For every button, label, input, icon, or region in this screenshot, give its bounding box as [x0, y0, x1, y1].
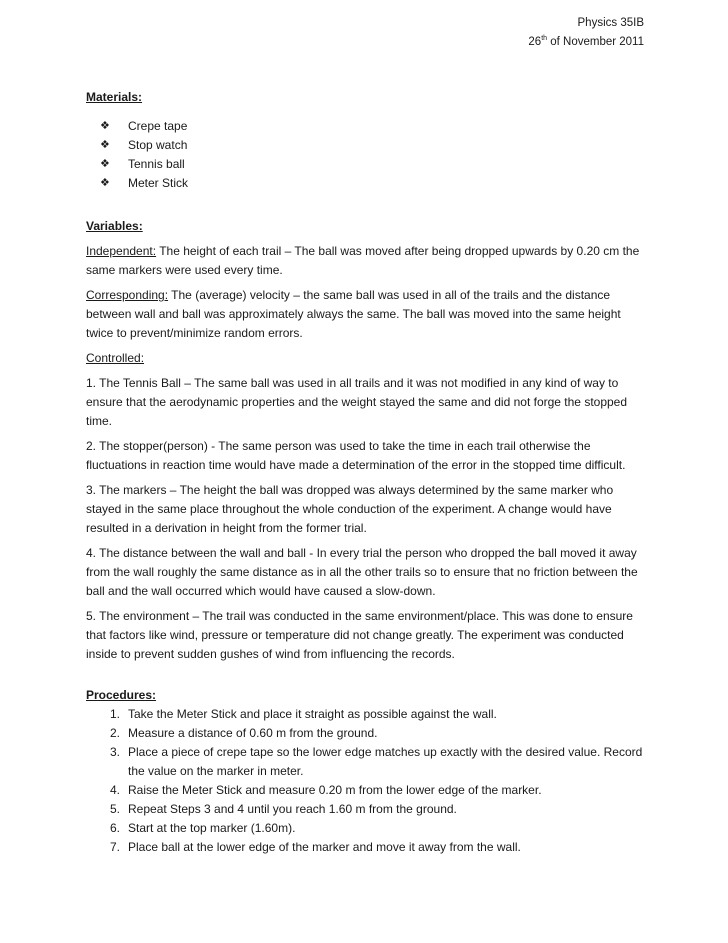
list-item: ❖ Stop watch [100, 136, 646, 155]
list-item: 4. Raise the Meter Stick and measure 0.20 m from the lower edge of the marker. [109, 783, 542, 797]
procedures-list [86, 705, 646, 857]
list-item: ❖ Crepe tape [100, 117, 646, 136]
controlled-item: 1. The Tennis Ball – The same ball was used in all trails and it was not modified in any kind of way to ensure that the aerodynamic properties and the weight stayed the same and did not forge the stopped time. [86, 376, 628, 428]
list-item: 1. Take the Meter Stick and place it straight as possible against the wall. [109, 707, 497, 721]
list-item: 3. Place a piece of crepe tape so the lower edge matches up exactly with the desired value. Record the value on the marker in meter. [109, 745, 643, 778]
list-item: 5. Repeat Steps 3 and 4 until you reach 1.60 m from the ground. [109, 802, 457, 816]
report-date [528, 33, 644, 52]
procedures-heading: Procedures: [86, 688, 157, 702]
list-item: 7. Place ball at the lower edge of the marker and move it away from the wall. [109, 840, 521, 854]
date-rest: of November 2011 [547, 36, 644, 48]
independent-variable: Independent: The height of each trail – The ball was moved after being dropped upwards by 0.20 cm the same markers were used every time. [86, 244, 640, 277]
materials-list [86, 117, 646, 193]
diamond-bullet-icon: ❖ [100, 158, 110, 170]
corresponding-label: Corresponding: [86, 288, 169, 302]
diamond-bullet-icon: ❖ [100, 139, 110, 151]
diamond-bullet-icon: ❖ [100, 120, 110, 132]
independent-label: Independent: [86, 244, 157, 258]
variables-heading: Variables: [86, 219, 143, 233]
diamond-bullet-icon: ❖ [100, 177, 110, 189]
list-item: ❖ Meter Stick [100, 174, 646, 193]
corresponding-variable: Corresponding: The (average) velocity – the same ball was used in all of the trails and the distance between wall and ball was approximately always the same. The ball was moved into the same height twice to prevent/minimize random errors. [86, 288, 621, 340]
controlled-item: 4. The distance between the wall and ball - In every trial the person who dropped the ball moved it away from the wall roughly the same distance as in all the other trails so to ensure that no friction between the ball and the wall occurred which would have caused a slow-down. [86, 546, 638, 598]
document-body [86, 88, 646, 857]
list-item: 2. Measure a distance of 0.60 m from the ground. [109, 726, 378, 740]
controlled-label: Controlled: [86, 351, 145, 365]
controlled-item: 2. The stopper(person) - The same person was used to take the time in each trail otherwise the fluctuations in reaction time would have made a determination of the error in the stopped time difficult. [86, 439, 626, 472]
page-header [528, 14, 644, 52]
list-item: ❖ Tennis ball [100, 155, 646, 174]
date-day: 26 [528, 36, 542, 48]
controlled-item: 3. The markers – The height the ball was dropped was always determined by the same marker who stayed in the same place throughout the whole conduction of the experiment. A change would have resulted in a derivation in height from the former trial. [86, 483, 614, 535]
materials-heading: Materials: [86, 90, 143, 104]
list-item: 6. Start at the top marker (1.60m). [109, 821, 296, 835]
date-suffix: th [541, 35, 548, 43]
controlled-item: 5. The environment – The trail was conducted in the same environment/place. This was done to ensure that factors like wind, pressure or temperature did not change greatly. The experiment was conducted inside to prevent sudden gushes of wind from influencing the records. [86, 609, 633, 661]
course-title: Physics 35IB [577, 17, 644, 29]
